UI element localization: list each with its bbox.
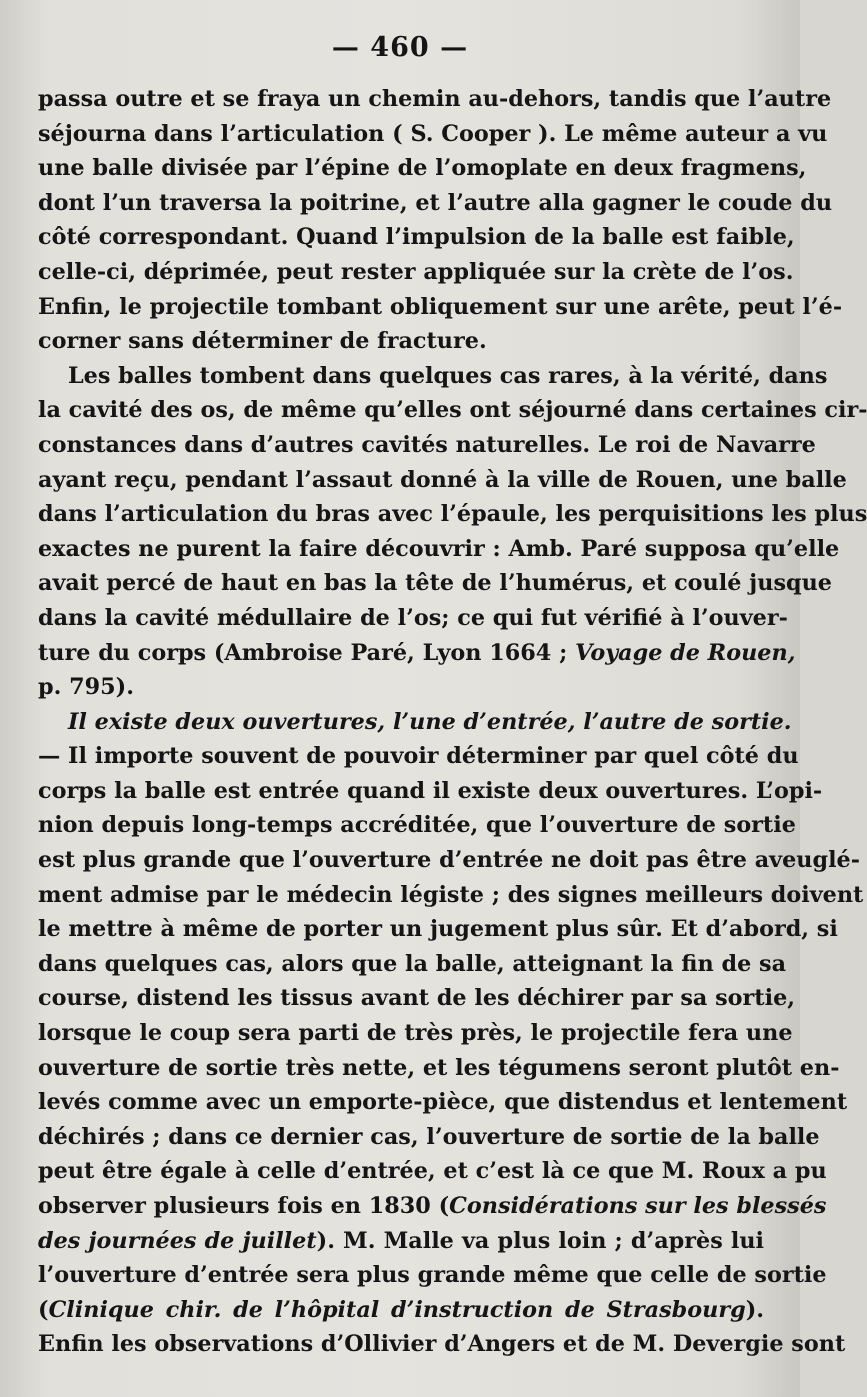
text-line: — Il importe souvent de pouvoir déterminer par quel côté du (38, 743, 799, 770)
text-line (38, 636, 796, 671)
text-line: est plus grande que l’ouverture d’entrée ne doit pas être aveuglé- (38, 847, 861, 874)
text-segment: observer plusieurs fois en 1830 ( (38, 1193, 450, 1219)
body-text (38, 82, 867, 1362)
text-line: peut être égale à celle d’entrée, et c’est là ce que M. Roux a pu (38, 1158, 827, 1185)
text-line (38, 1224, 764, 1259)
text-line: course, distend les tissus avant de les déchirer par sa sortie, (38, 985, 796, 1012)
text-line: levés comme avec un emporte-pièce, que distendus et lentement (38, 1089, 848, 1116)
text-line: avait percé de haut en bas la tête de l’humérus, et coulé jusque (38, 570, 832, 597)
text-segment: ture du corps (Ambroise Paré, Lyon 1664 ; (38, 639, 568, 666)
text-line (38, 1189, 827, 1224)
text-line: exactes ne purent la faire découvrir : Amb. Paré supposa qu’elle (38, 535, 840, 562)
text-line: ment admise par le médecin légiste ; des signes meilleurs doivent (38, 881, 864, 908)
italic-title: Clinique chir. de l’hôpital d’instruction de Strasbourg (48, 1296, 746, 1323)
text-line: ouverture de sortie très nette, et les tégumens seront plutôt en- (38, 1054, 840, 1081)
text-line: p. 795). (38, 674, 134, 701)
text-segment: ). (745, 1296, 764, 1323)
text-segment: ( (38, 1296, 49, 1323)
text-line: Enfin les observations d’Ollivier d’Angers et de M. Devergie sont (38, 1331, 846, 1358)
text-line: dont l’un traversa la poitrine, et l’autre alla gagner le coude du (38, 189, 833, 216)
text-line: séjourna dans l’articulation ( S. Cooper ). Le même auteur a vu (38, 120, 828, 147)
text-line: déchirés ; dans ce dernier cas, l’ouverture de sortie de la balle (38, 1123, 820, 1150)
italic-title: Considérations sur les blessés (449, 1193, 827, 1219)
text-line: dans la cavité médullaire de l’os; ce qui fut vérifié à l’ouver- (38, 604, 788, 631)
text-line: Enfin, le projectile tombant obliquement sur une arête, peut l’é- (38, 293, 843, 320)
page-number-header: — 460 — (331, 32, 469, 63)
text-line: corps la balle est entrée quand il existe deux ouvertures. L’opi- (38, 777, 823, 804)
text-line: côté correspondant. Quand l’impulsion de la balle est faible, (38, 224, 795, 251)
text-line: la cavité des os, de même qu’elles ont séjourné dans certaines cir- (38, 397, 867, 424)
section-heading: Il existe deux ouvertures, l’une d’entrée, l’autre de sortie. (68, 708, 792, 735)
text-line: celle-ci, déprimée, peut rester appliquée sur la crète de l’os. (38, 258, 794, 285)
text-line: passa outre et se fraya un chemin au-dehors, tandis que l’autre (38, 86, 832, 112)
text-line: l’ouverture d’entrée sera plus grande même que celle de sortie (38, 1262, 827, 1289)
italic-title: des journées de juillet (38, 1227, 317, 1254)
text-line: constances dans d’autres cavités naturelles. Le roi de Navarre (38, 431, 816, 458)
text-line: lorsque le coup sera parti de très près, le projectile fera une (38, 1020, 793, 1047)
text-line: dans quelques cas, alors que la balle, atteignant la fin de sa (38, 950, 787, 977)
text-line: corner sans déterminer de fracture. (38, 328, 487, 355)
text-line: une balle divisée par l’épine de l’omoplate en deux fragmens, (38, 155, 807, 182)
text-line: dans l’articulation du bras avec l’épaule, les perquisitions les plus (38, 501, 867, 528)
italic-title: Voyage de Rouen, (575, 639, 796, 666)
text-line: nion depuis long-temps accréditée, que l’ouverture de sortie (38, 812, 796, 839)
text-line: Les balles tombent dans quelques cas rares, à la vérité, dans (68, 362, 828, 389)
text-line (38, 1293, 764, 1328)
text-line: le mettre à même de porter un jugement plus sûr. Et d’abord, si (38, 916, 838, 943)
text-line: ayant reçu, pendant l’assaut donné à la ville de Rouen, une balle (38, 466, 847, 493)
text-segment: ). M. Malle va plus loin ; d’après lui (316, 1227, 764, 1254)
